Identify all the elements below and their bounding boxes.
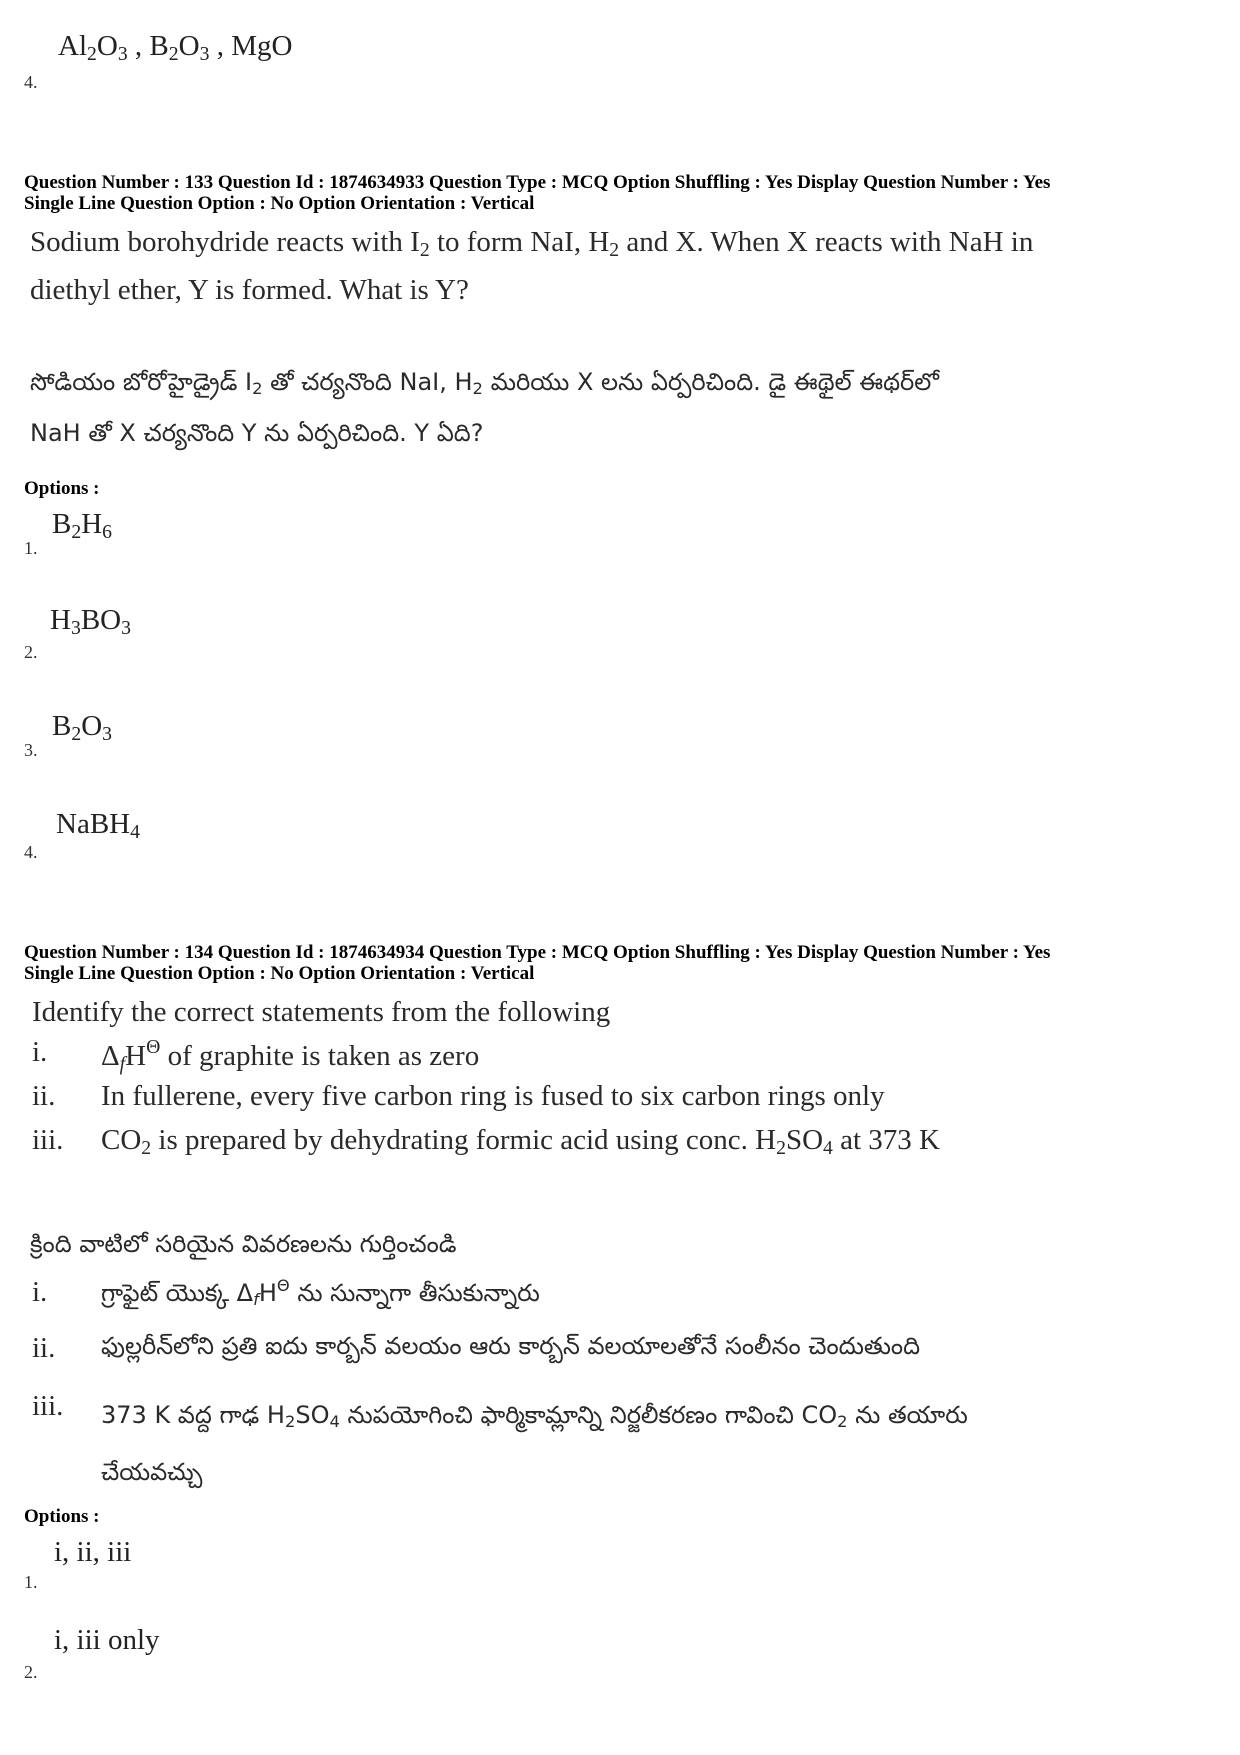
q133-option-4-number: 4. xyxy=(24,842,38,862)
statement-number: ii. xyxy=(32,1080,56,1112)
text: of graphite is taken as zero xyxy=(160,1039,480,1072)
q133-option-3-number: 3. xyxy=(24,740,38,760)
text: తో చర్యనొంది NaI, H xyxy=(262,368,473,396)
sub: 4 xyxy=(130,820,140,843)
q133-meta-line1: Question Number : 133 Question Id : 1874634933 Question Type : MCQ Option Shuffling : Yes Display Question Number : Yes xyxy=(24,172,1051,193)
sub: 6 xyxy=(102,520,113,543)
statement-text: In fullerene, every five carbon ring is fused to six carbon rings only xyxy=(101,1080,885,1112)
formula-text: O xyxy=(96,30,118,62)
text: NaBH xyxy=(56,808,131,840)
q133-te-line2: NaH తో X చర్యనొంది Y ను ఏర్పరిచింది. Y ఏది? xyxy=(30,419,484,448)
sup: Θ xyxy=(146,1036,161,1058)
sub: 2 xyxy=(284,1412,296,1432)
sub: 3 xyxy=(70,616,81,639)
formula-sub: 2 xyxy=(87,42,97,65)
text: ను తయారు xyxy=(847,1401,968,1429)
q134-meta xyxy=(24,942,1050,984)
text: BO xyxy=(80,604,122,636)
statement-number: iii. xyxy=(32,1390,64,1422)
text: సోడియం బోరోహైడ్రైడ్ I xyxy=(30,368,253,396)
q133-telugu-text xyxy=(30,360,939,455)
formula-text: , MgO xyxy=(209,30,293,62)
text: నుపయోగించి ఫార్మికామ్లాన్ని నిర్జలీకరణం గావించి CO xyxy=(339,1401,838,1429)
text: B xyxy=(52,508,72,540)
sub: 2 xyxy=(71,722,82,745)
q133-option-1-number: 1. xyxy=(24,538,38,558)
text: H xyxy=(81,508,103,540)
sub: 4 xyxy=(329,1412,340,1432)
q133-meta xyxy=(24,172,1050,214)
statement-text xyxy=(101,1124,940,1160)
text: and X. When X reacts with NaH in xyxy=(619,226,1034,258)
q134-options-label: Options : xyxy=(24,1506,100,1527)
text: CO xyxy=(101,1124,142,1156)
statement-number: ii. xyxy=(32,1332,56,1364)
prev-option-4-formula[interactable] xyxy=(58,30,292,66)
q133-en-line2: diethyl ether, Y is formed. What is Y? xyxy=(30,273,469,306)
statement-text xyxy=(101,1036,479,1076)
text: to form NaI, H xyxy=(429,226,610,258)
q134-meta-line1: Question Number : 134 Question Id : 1874634934 Question Type : MCQ Option Shuffling : Yes Display Question Number : Yes xyxy=(24,942,1051,963)
sub: 3 xyxy=(121,616,131,639)
sub: 2 xyxy=(837,1412,848,1432)
statement-text: ఫుల్లరీన్‌లోని ప్రతి ఐదు కార్బన్ వలయం ఆరు కార్బన్ వలయాలతోనే సంలీనం చెందుతుంది xyxy=(101,1332,921,1360)
formula-text: , B xyxy=(127,30,169,62)
statement-number: i. xyxy=(32,1036,48,1068)
text: చేయవచ్చు xyxy=(101,1458,203,1487)
text: H xyxy=(258,1278,277,1307)
q133-options-label: Options : xyxy=(24,478,100,499)
formula-sub: 2 xyxy=(168,42,179,65)
q133-en-line1 xyxy=(30,222,1033,270)
sub: f xyxy=(253,1289,259,1309)
sub: 2 xyxy=(776,1136,786,1159)
statement-number: iii. xyxy=(32,1124,64,1156)
text: O xyxy=(81,710,103,742)
text: మరియు X లను ఏర్పరిచింది. డై ఈథైల్ ఈథర్‌లో xyxy=(482,368,939,396)
text: ను సున్నాగా తీసుకున్నారు xyxy=(289,1278,540,1307)
text: at 373 K xyxy=(832,1124,940,1156)
prev-option-4-number: 4. xyxy=(24,72,38,92)
sub: 2 xyxy=(419,238,430,261)
q134-option-2-number: 2. xyxy=(24,1662,38,1682)
statement-text xyxy=(101,1390,968,1497)
q134-option-2[interactable]: i, iii only xyxy=(54,1624,160,1656)
sup: Θ xyxy=(276,1276,290,1295)
text: గ్రాఫైట్ యొక్క Δ xyxy=(101,1278,254,1307)
sub: 4 xyxy=(823,1136,833,1159)
text: SO xyxy=(785,1124,824,1156)
statement-text xyxy=(101,1276,540,1313)
text: Δ xyxy=(101,1039,120,1072)
text: H xyxy=(50,604,71,636)
formula-sub: 3 xyxy=(117,42,128,65)
q133-option-2-number: 2. xyxy=(24,642,38,662)
text: SO xyxy=(295,1401,330,1429)
q133-option-4[interactable] xyxy=(56,808,140,844)
text: 373 K వద్ద గాఢ H xyxy=(101,1401,285,1429)
formula-text: Al xyxy=(58,30,87,62)
q133-te-line1 xyxy=(30,360,939,411)
q133-option-3[interactable] xyxy=(52,710,112,746)
q133-meta-line2: Single Line Question Option : No Option Orientation : Vertical xyxy=(24,193,535,214)
q134-option-1-number: 1. xyxy=(24,1572,38,1592)
text: B xyxy=(52,710,72,742)
sub: 2 xyxy=(252,379,263,399)
q133-english-text xyxy=(30,222,1033,310)
formula-sub: 3 xyxy=(199,42,210,65)
q134-en-intro: Identify the correct statements from the following xyxy=(32,996,611,1028)
statement-number: i. xyxy=(32,1276,48,1308)
q134-option-1[interactable]: i, ii, iii xyxy=(54,1536,132,1568)
q134-meta-line2: Single Line Question Option : No Option Orientation : Vertical xyxy=(24,963,535,984)
text: is prepared by dehydrating formic acid using conc. H xyxy=(151,1124,777,1156)
sub: 2 xyxy=(71,520,82,543)
q133-option-2[interactable] xyxy=(50,604,131,640)
sub: 2 xyxy=(609,238,620,261)
sub: f xyxy=(119,1052,126,1075)
q134-te-intro: క్రింది వాటిలో సరియైన వివరణలను గుర్తించండి xyxy=(30,1230,457,1258)
sub: 2 xyxy=(472,379,483,399)
formula-text: O xyxy=(178,30,200,62)
text: Sodium borohydride reacts with I xyxy=(30,226,420,258)
sub: 3 xyxy=(102,722,113,745)
text: H xyxy=(125,1039,147,1072)
q133-option-1[interactable] xyxy=(52,508,112,544)
sub: 2 xyxy=(141,1136,152,1159)
